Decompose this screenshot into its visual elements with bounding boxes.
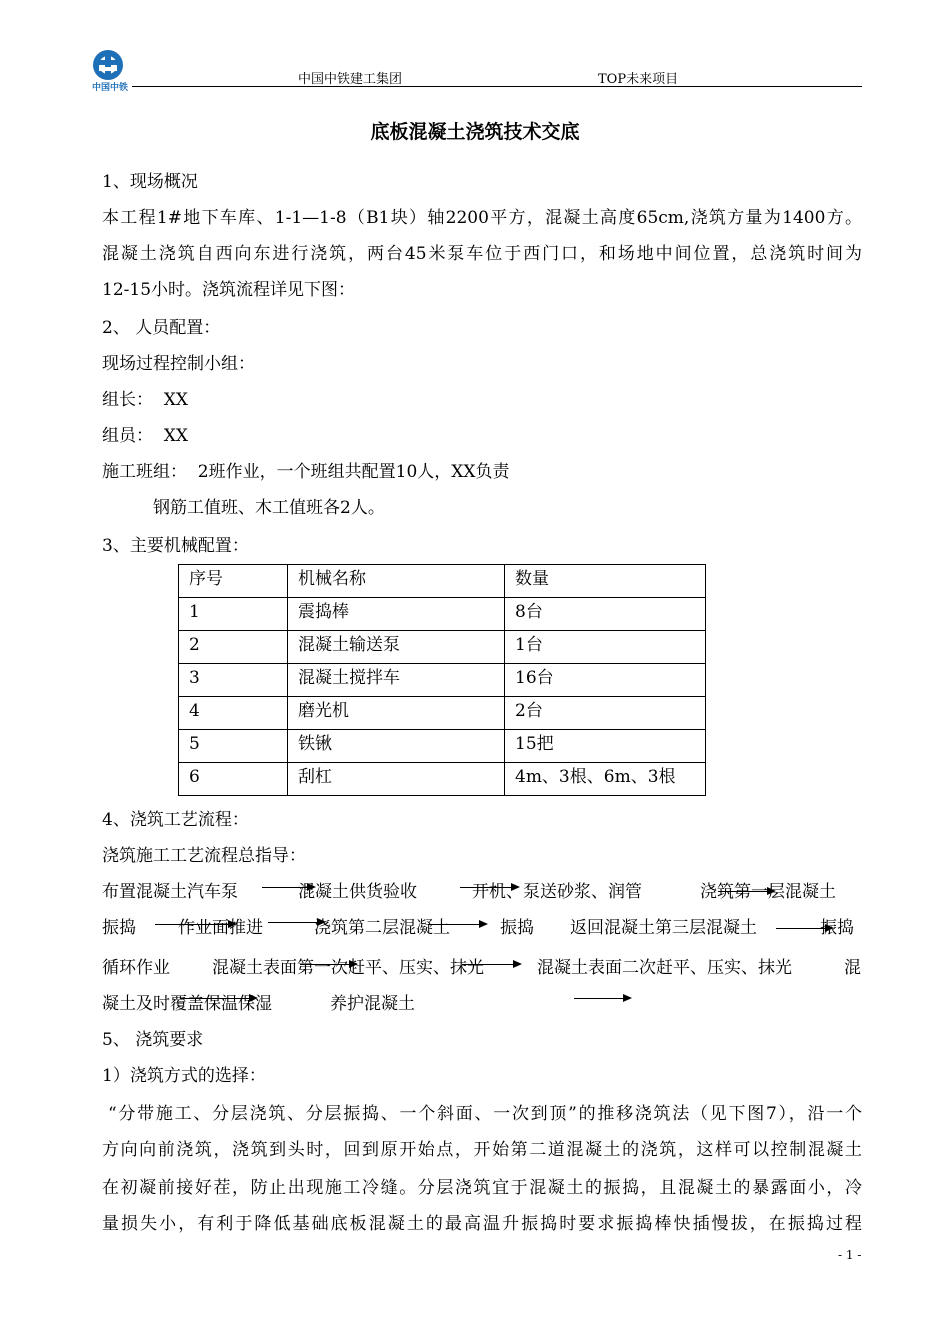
flow-step: 混 (844, 958, 861, 978)
table-cell: 8台 (505, 598, 706, 631)
leader-line: 组长： XX (102, 390, 189, 410)
flow-guide-label: 浇筑施工工艺流程总指导： (102, 846, 306, 866)
table-header-cell: 序号 (179, 565, 288, 598)
flow-step: 混凝土表面二次赶平、压实、抹光 (537, 958, 792, 978)
document-title: 底板混凝土浇筑技术交底 (370, 121, 580, 143)
table-cell: 混凝土输送泵 (288, 631, 505, 664)
flow-step: 返回混凝土第三层混凝土 (570, 918, 757, 938)
table-row (179, 763, 706, 796)
member-line: 组员： XX (102, 426, 189, 446)
flow-arrow-icon (462, 964, 520, 965)
section1-line: 本工程1#地下车库、1-1—1-8（B1块）轴2200平方，混凝土高度65cm,浇筑方量为1400方。 (102, 208, 862, 228)
flow-step: 浇筑第二层混凝土 (314, 918, 450, 938)
section1-heading: 1、现场概况 (102, 172, 198, 192)
table-cell: 6 (179, 763, 288, 796)
flow-arrow-icon (460, 887, 518, 888)
control-group-label: 现场过程控制小组： (102, 354, 255, 374)
table-row (179, 664, 706, 697)
table-cell: 4m、3根、6m、3根 (505, 763, 706, 796)
table-cell: 2台 (505, 697, 706, 730)
table-cell: 5 (179, 730, 288, 763)
table-row (179, 697, 706, 730)
flow-arrow-icon (776, 928, 832, 929)
table-cell: 4 (179, 697, 288, 730)
logo-caption: 中国中铁 (91, 83, 128, 93)
table-row (179, 598, 706, 631)
flow-step: 循环作业 (102, 958, 170, 978)
section5-heading: 5、 浇筑要求 (102, 1030, 204, 1050)
railway-logo-icon (86, 48, 134, 82)
machinery-table (178, 564, 706, 796)
header-company: 中国中铁建工集团 (298, 72, 403, 87)
section5-line: “分带施工、分层浇筑、分层振捣、一个斜面、一次到顶”的推移浇筑法（见下图7），沿一个 (108, 1104, 862, 1124)
section5-line: 在初凝前接好茬，防止出现施工冷缝。分层浇筑宜于混凝土的振捣，且混凝土的暴露面小，冷 (102, 1178, 862, 1198)
flow-step: 养护混凝土 (330, 994, 415, 1014)
table-cell: 混凝土搅拌车 (288, 664, 505, 697)
flow-step: 浇筑第一层混凝土 (700, 882, 836, 902)
flow-arrow-icon (180, 998, 256, 999)
flow-step: 混凝土表面第一次赶平、压实、抹光 (212, 958, 484, 978)
flow-step: 开机、泵送砂浆、润管 (472, 882, 642, 902)
flow-arrow-icon (262, 887, 314, 888)
section4-heading: 4、浇筑工艺流程： (102, 810, 249, 830)
page-number: - 1 - (838, 1248, 862, 1262)
table-cell: 3 (179, 664, 288, 697)
flow-step: 振捣 (102, 918, 136, 938)
table-cell: 1 (179, 598, 288, 631)
table-cell: 磨光机 (288, 697, 505, 730)
table-cell: 震捣棒 (288, 598, 505, 631)
flow-arrow-icon (268, 922, 324, 923)
table-header-cell: 机械名称 (288, 565, 505, 598)
flow-step: 混凝土供货验收 (298, 882, 417, 902)
table-cell: 15把 (505, 730, 706, 763)
table-row (179, 730, 706, 763)
table-cell: 1台 (505, 631, 706, 664)
flow-arrow-icon (574, 998, 630, 999)
flow-arrow-icon (300, 964, 356, 965)
flow-step: 作业面推进 (178, 918, 263, 938)
flow-arrow-icon (428, 924, 486, 925)
section1-line: 12-15小时。浇筑流程详见下图： (102, 280, 356, 300)
table-header-cell: 数量 (505, 565, 706, 598)
table-row (179, 631, 706, 664)
flow-step: 振捣 (820, 918, 854, 938)
section2-heading: 2、 人员配置： (102, 318, 221, 338)
section5-line: 方向向前浇筑，浇筑到头时，回到原开始点，开始第二道混凝土的浇筑，这样可以控制混凝土 (102, 1140, 862, 1160)
section5-line: 量损失小，有利于降低基础底板混凝土的最高温升振捣时要求振捣棒快插慢拔，在振捣过程 (102, 1214, 862, 1234)
flow-step: 布置混凝土汽车泵 (102, 882, 238, 902)
duty-line: 钢筋工值班、木工值班各2人。 (153, 498, 385, 518)
table-header-row (179, 565, 706, 598)
table-cell: 铁锹 (288, 730, 505, 763)
table-cell: 16台 (505, 664, 706, 697)
table-cell: 刮杠 (288, 763, 505, 796)
section3-heading: 3、主要机械配置： (102, 536, 249, 556)
section5-subheading: 1）浇筑方式的选择： (102, 1066, 266, 1086)
flow-arrow-icon (718, 891, 774, 892)
crew-line: 施工班组： 2班作业，一个班组共配置10人，XX负责 (102, 462, 510, 482)
header-project: TOP未来项目 (598, 72, 679, 87)
flow-step: 凝土及时覆盖保温保湿 (102, 994, 272, 1014)
section1-line: 混凝土浇筑自西向东进行浇筑，两台45米泵车位于西门口，和场地中间位置，总浇筑时间为 (102, 244, 862, 264)
flow-arrow-icon (155, 924, 235, 925)
flow-step: 振捣 (500, 918, 534, 938)
header-rule (132, 86, 862, 87)
table-cell: 2 (179, 631, 288, 664)
company-logo (86, 48, 134, 98)
